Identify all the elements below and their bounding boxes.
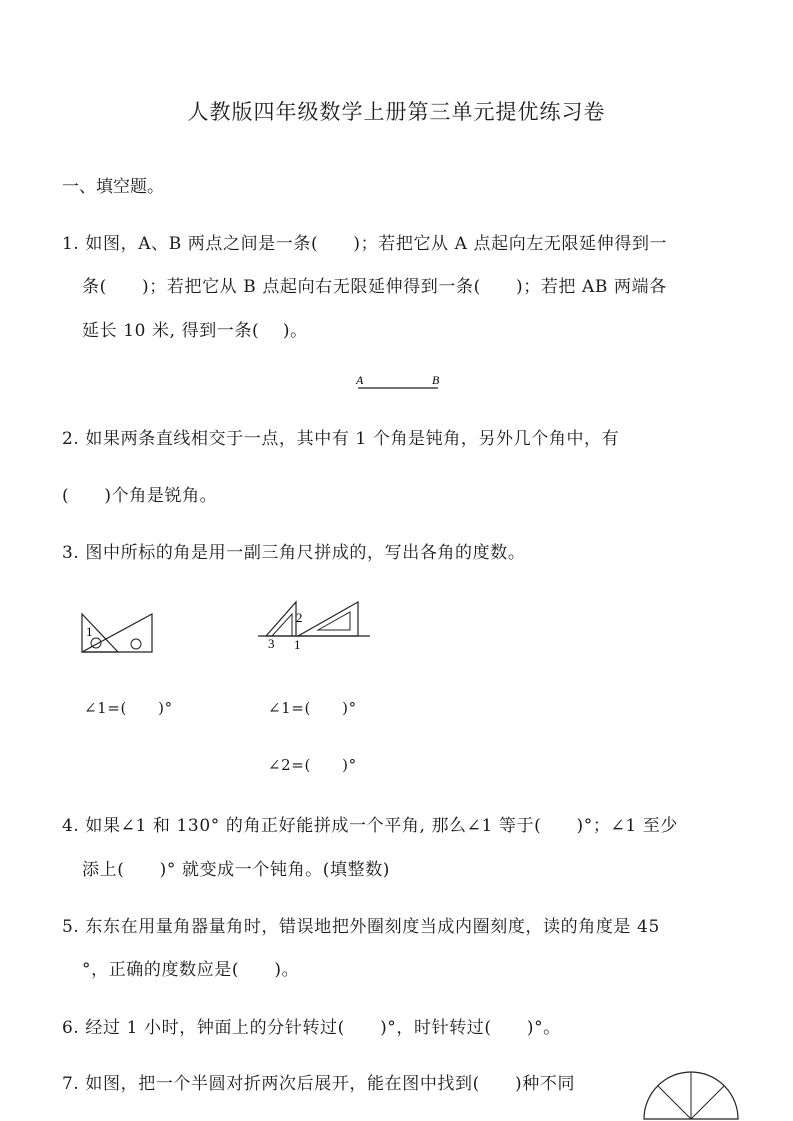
q5-line-1: 5. 东东在用量角器量角时，错误地把外圈刻度当成内圈刻度，读的角度是 45 — [62, 917, 660, 937]
q7-semicircle-figure — [642, 1071, 742, 1121]
q6-line-1: 6. 经过 1 小时，钟面上的分针转过( )°，时针转过( )°。 — [62, 1018, 561, 1038]
q1-line-1: 1. 如图，A、B 两点之间是一条( )；若把它从 A 点起向左无限延伸得到一 — [62, 234, 668, 254]
q3-figure-2 — [258, 598, 378, 654]
point-a-label: A — [356, 373, 364, 387]
q3-line-1: 3. 图中所标的角是用一副三角尺拼成的，写出各角的度数。 — [62, 543, 526, 563]
q2-line-1: 2. 如果两条直线相交于一点，其中有 1 个角是钝角，另外几个角中，有 — [62, 429, 620, 449]
q1-line-2: 条( )；若把它从 B 点起向右无限延伸得到一条( )；若把 AB 两端各 — [82, 277, 667, 297]
angle-1-label: 1 — [294, 637, 301, 652]
set-square-right — [298, 602, 358, 636]
q4-line-2: 添上( )° 就变成一个钝角。(填整数) — [82, 860, 391, 880]
q3-answer-1: ∠1=( )° — [84, 699, 173, 717]
set-square-hole — [131, 639, 141, 649]
q3-figure-1 — [80, 606, 160, 656]
section-heading: 一、填空题。 — [62, 177, 164, 197]
angle-1-label: 1 — [86, 624, 93, 639]
q1-line-3: 延长 10 米, 得到一条( )。 — [82, 321, 308, 341]
angle-2-label: 2 — [296, 610, 303, 625]
q2-line-2: ( )个角是锐角。 — [62, 486, 218, 506]
angle-3-label: 3 — [268, 636, 275, 651]
q4-line-1: 4. 如果∠1 和 130° 的角正好能拼成一个平角, 那么∠1 等于( )°；∠1 至少 — [62, 816, 678, 836]
q1-segment-figure — [354, 374, 444, 394]
set-square-right-inner — [318, 612, 350, 630]
q7-line-1: 7. 如图，把一个半圆对折两次后展开，能在图中找到( )种不同 — [62, 1074, 576, 1094]
fold-line-right — [691, 1086, 724, 1119]
q3-answer-3: ∠2=( )° — [268, 756, 357, 774]
point-b-label: B — [432, 373, 440, 387]
page-title: 人教版四年级数学上册第三单元提优练习卷 — [187, 100, 606, 124]
q3-answer-2: ∠1=( )° — [268, 699, 357, 717]
fold-line-left — [658, 1086, 691, 1119]
q5-line-2: °，正确的度数应是( )。 — [82, 960, 300, 980]
